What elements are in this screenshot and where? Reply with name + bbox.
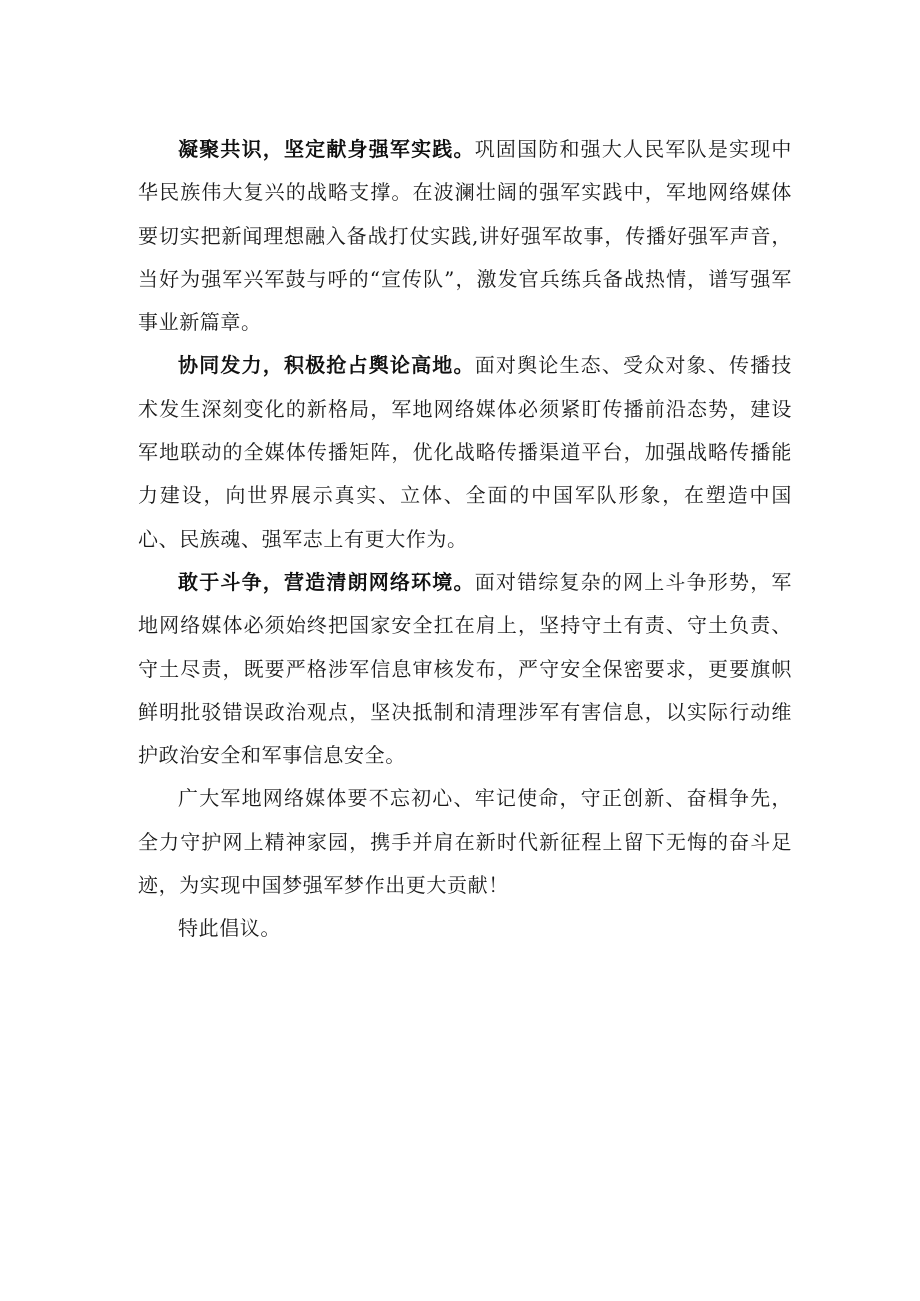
paragraph-struggle: [138, 561, 792, 777]
paragraph-text: 面对错综复杂的网上斗争形势，军地网络媒体必须始终把国家安全扛在肩上，坚持守土有责、守土负责、守土尽责，既要严格涉军信息审核发布，严守安全保密要求，更要旗帜鲜明批驳错误政治观点，坚决抵制和清理涉军有害信息，以实际行动维护政治安全和军事信息安全。: [138, 569, 792, 768]
paragraph-lead: 敢于斗争，营造清朗网络环境。: [178, 569, 475, 594]
paragraph-text: 广大军地网络媒体要不忘初心、牢记使命，守正创新、奋楫争先，全力守护网上精神家园，携手并肩在新时代新征程上留下无悔的奋斗足迹，为实现中国梦强军梦作出更大贡献！: [138, 786, 792, 898]
paragraph-call-to-action: [138, 777, 792, 907]
paragraph-consensus: [138, 128, 792, 344]
paragraph-text: 面对舆论生态、受众对象、传播技术发生深刻变化的新格局，军地网络媒体必须紧盯传播前沿态势，建设军地联动的全媒体传播矩阵，优化战略传播渠道平台，加强战略传播能力建设，向世界展示真实、立体、全面的中国军队形象，在塑造中国心、民族魂、强军志上有更大作为。: [138, 353, 792, 551]
closing-line: 特此倡议。: [178, 916, 281, 941]
document-body: [138, 128, 792, 951]
paragraph-text: 巩固国防和强大人民军队是实现中华民族伟大复兴的战略支撑。在波澜壮阔的强军实践中，军地网络媒体要切实把新闻理想融入备战打仗实践,讲好强军故事，传播好强军声音，当好为强军兴军鼓与呼的“宣传队”，激发官兵练兵备战热情，谱写强军事业新篇章。: [138, 137, 792, 335]
paragraph-lead: 凝聚共识，坚定献身强军实践。: [178, 137, 475, 161]
paragraph-lead: 协同发力，积极抢占舆论高地。: [178, 353, 475, 378]
paragraph-coordination: [138, 344, 792, 560]
